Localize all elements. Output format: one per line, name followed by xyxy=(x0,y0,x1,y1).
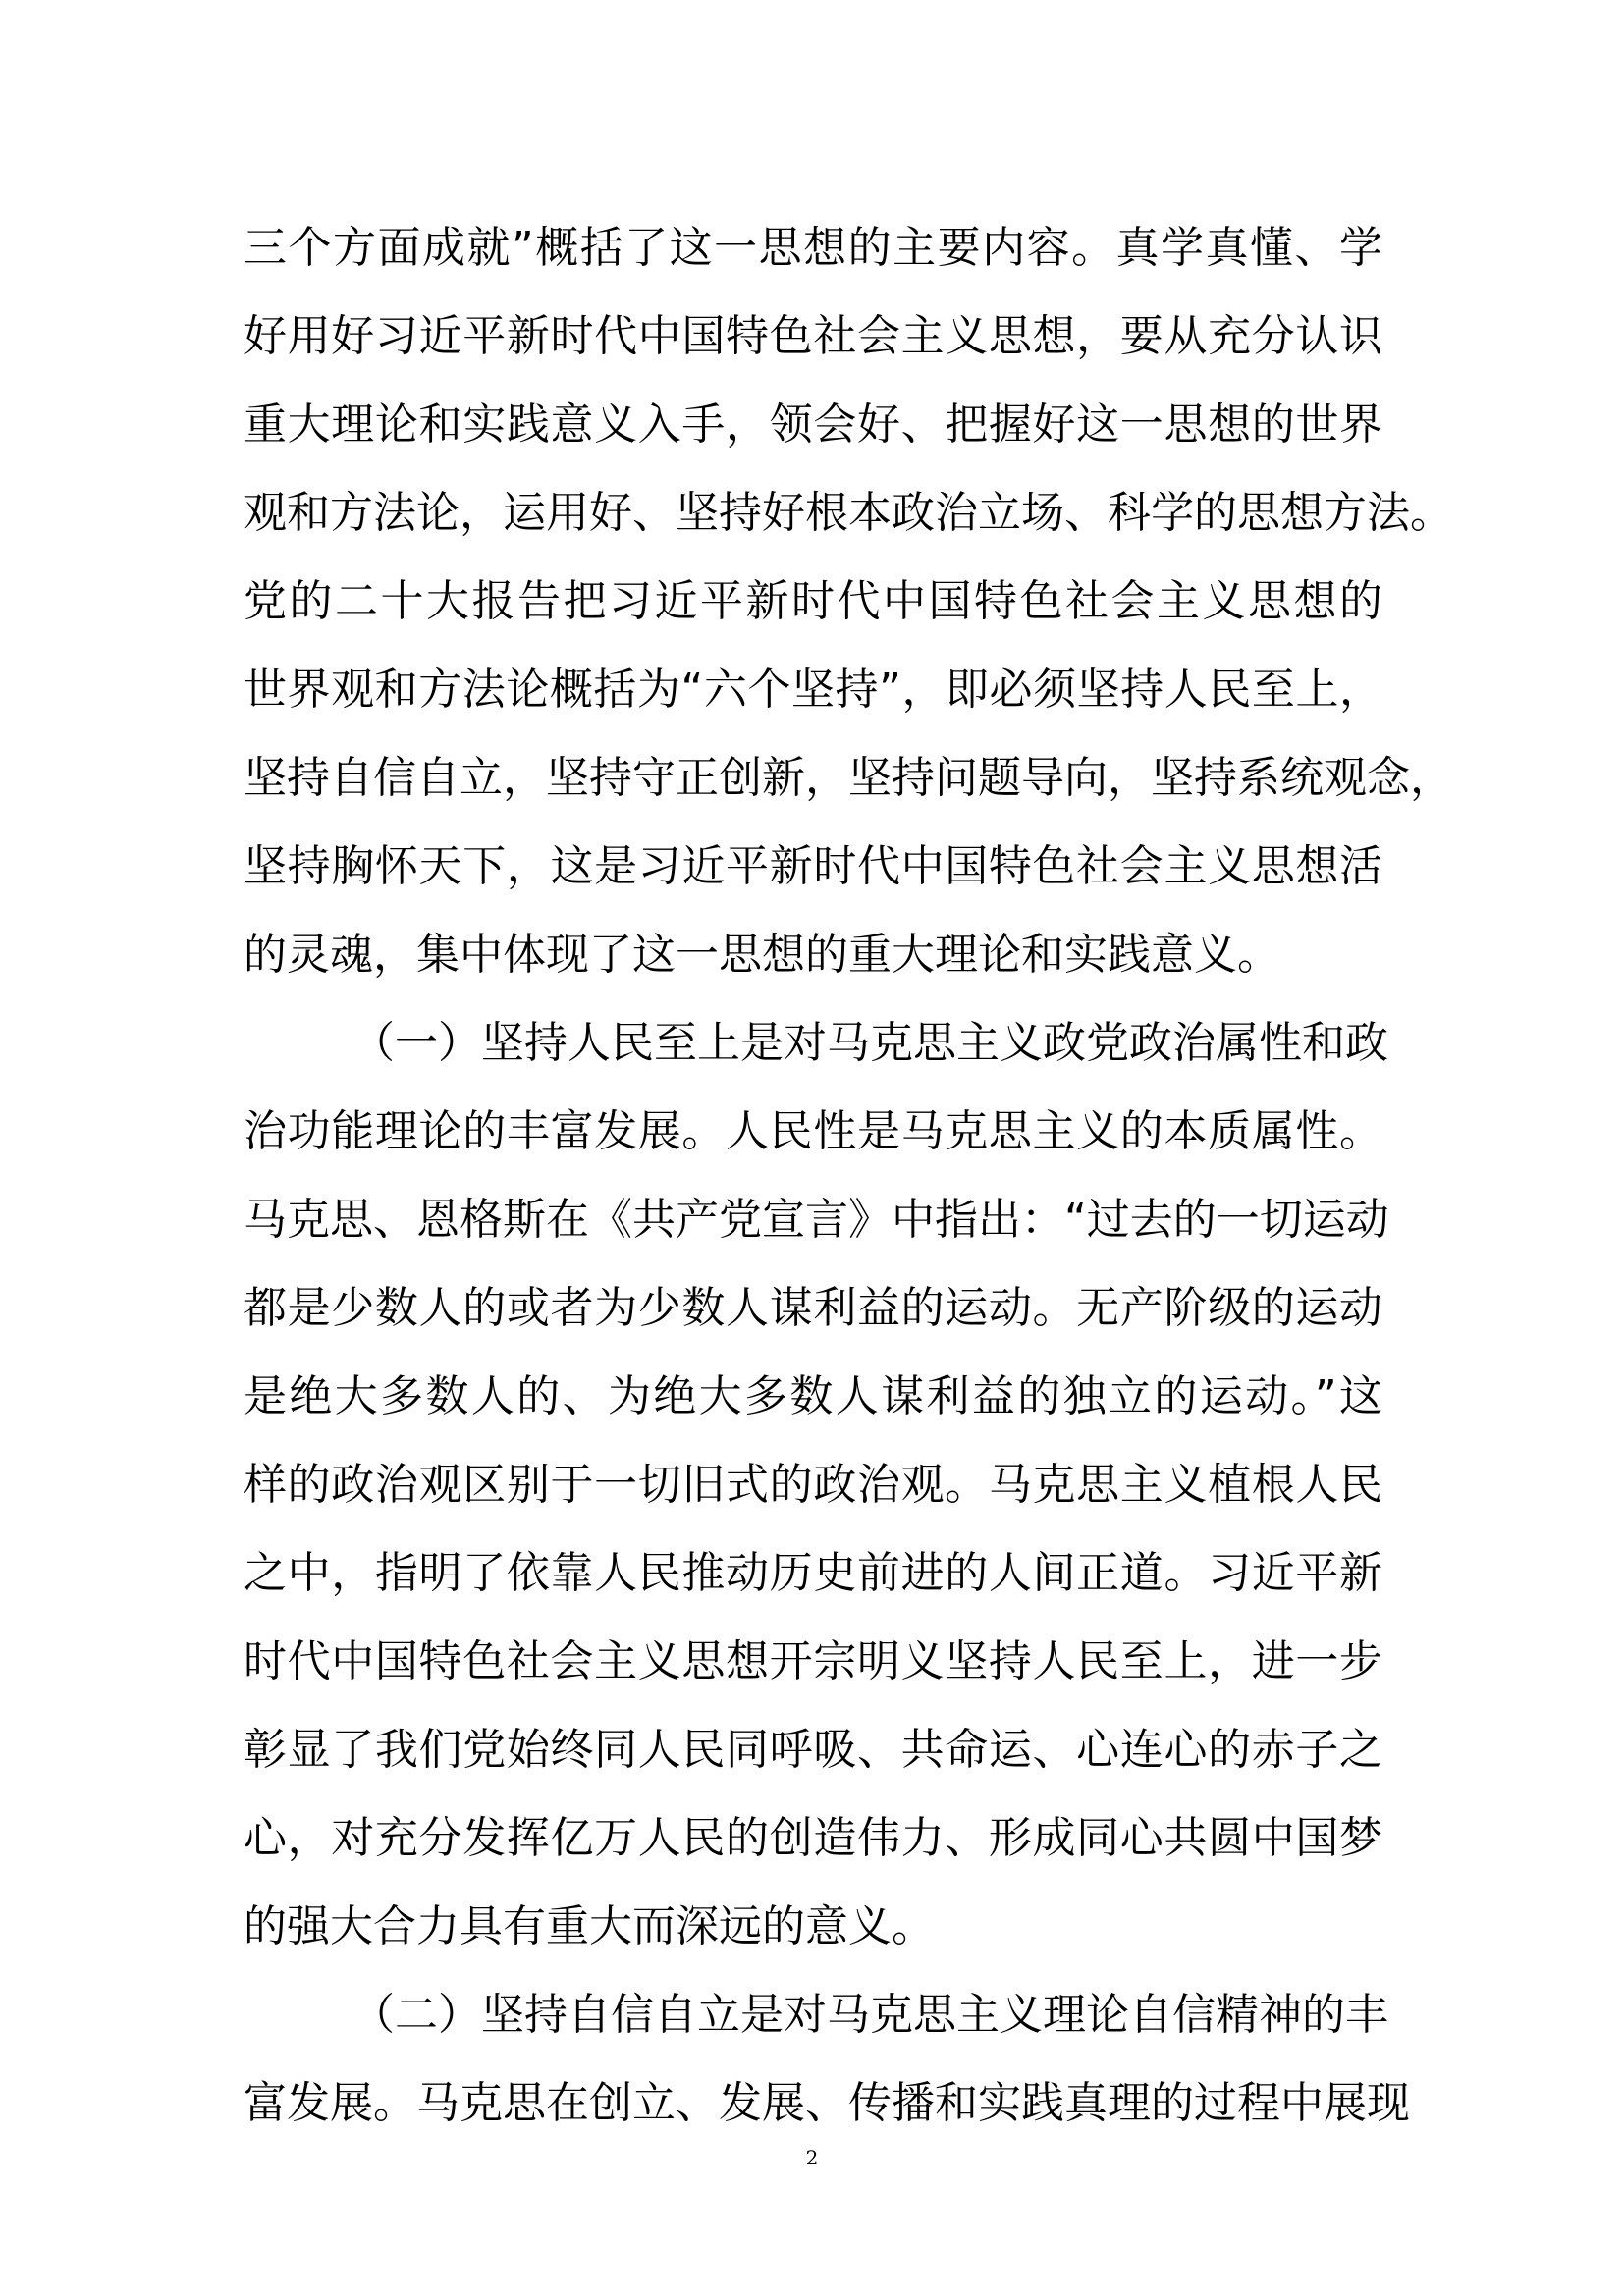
text-line: 富发展。马克思在创立、发展、传播和实践真理的过程中展现 xyxy=(244,2078,1410,2128)
body-text xyxy=(244,204,1453,2148)
section-heading-line: （二）坚持自信自立是对马克思主义理论自信精神的丰 xyxy=(352,1990,1388,2040)
text-line: 马克思、恩格斯在《共产党宣言》中指出：“过去的一切运动 xyxy=(244,1195,1389,1245)
text-line: 是绝大多数人的、为绝大多数人谋利益的独立的运动。”这 xyxy=(244,1371,1382,1421)
text-line: 都是少数人的或者为少数人谋利益的运动。无产阶级的运动 xyxy=(244,1283,1382,1333)
text-line: 世界观和方法论概括为“六个坚持”，即必须坚持人民至上， xyxy=(244,665,1382,715)
text-line: 坚持自信自立，坚持守正创新，坚持问题导向，坚持系统观念， xyxy=(244,753,1453,803)
text-line: 时代中国特色社会主义思想开宗明义坚持人民至上，进一步 xyxy=(244,1636,1382,1686)
text-line: 的灵魂，集中体现了这一思想的重大理论和实践意义。 xyxy=(244,930,1280,980)
text-line: 观和方法论，运用好、坚持好根本政治立场、科学的思想方法。 xyxy=(244,488,1453,538)
section-heading-line: （一）坚持人民至上是对马克思主义政党政治属性和政 xyxy=(352,1018,1388,1068)
page-number: 2 xyxy=(805,2146,819,2169)
text-line: 党的二十大报告把习近平新时代中国特色社会主义思想的 xyxy=(244,576,1382,626)
text-line: 坚持胸怀天下，这是习近平新时代中国特色社会主义思想活 xyxy=(244,841,1382,891)
text-line: 心，对充分发挥亿万人民的创造伟力、形成同心共圆中国梦 xyxy=(244,1813,1382,1863)
text-line: 三个方面成就”概括了这一思想的主要内容。真学真懂、学 xyxy=(244,223,1382,273)
text-line: 之中，指明了依靠人民推动历史前进的人间正道。习近平新 xyxy=(244,1548,1382,1598)
text-line: 治功能理论的丰富发展。人民性是马克思主义的本质属性。 xyxy=(244,1106,1382,1156)
text-line: 样的政治观区别于一切旧式的政治观。马克思主义植根人民 xyxy=(244,1460,1382,1510)
text-line: 彰显了我们党始终同人民同呼吸、共命运、心连心的赤子之 xyxy=(244,1725,1382,1775)
text-line: 好用好习近平新时代中国特色社会主义思想，要从充分认识 xyxy=(244,311,1382,361)
text-line: 的强大合力具有重大而深远的意义。 xyxy=(244,1901,935,1951)
text-line: 重大理论和实践意义入手，领会好、把握好这一思想的世界 xyxy=(244,400,1382,450)
